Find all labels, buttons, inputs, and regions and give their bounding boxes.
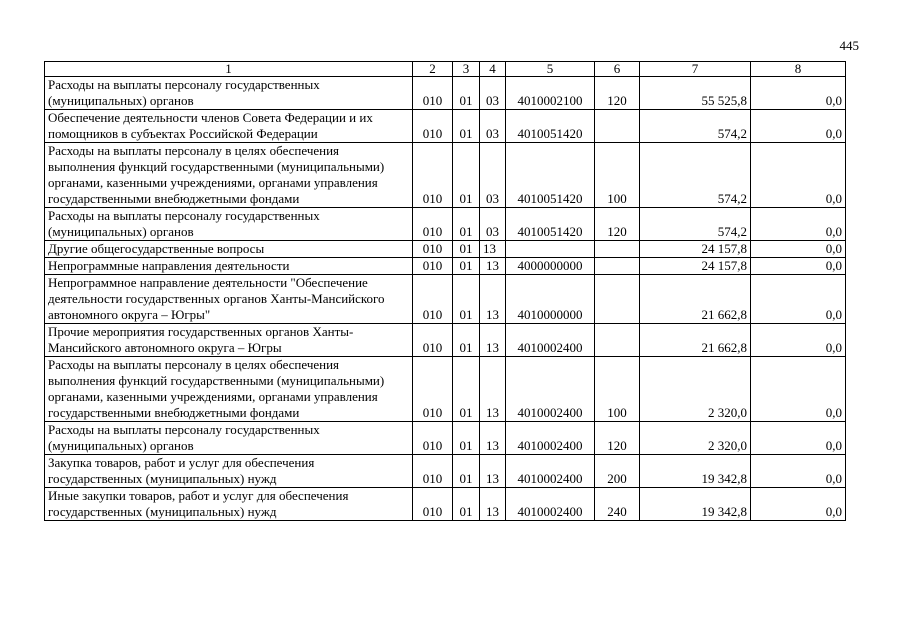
row-name: Иные закупки товаров, работ и услуг для обеспечения государственных (муниципальных) нужд xyxy=(45,488,413,521)
table-row xyxy=(45,455,846,488)
row-name: Расходы на выплаты персоналу в целях обеспечения выполнения функций государственными (муниципальными) органами, казенными учреждениями, органами управления государственными внебюджетными фондами xyxy=(45,357,413,422)
column-header: 3 xyxy=(453,62,480,77)
cell-col-8: 0,0 xyxy=(751,258,846,275)
cell-col-5: 4010002400 xyxy=(506,488,595,521)
column-header: 2 xyxy=(413,62,453,77)
cell-col-3: 01 xyxy=(453,324,480,357)
cell-col-3: 01 xyxy=(453,258,480,275)
cell-col-8: 0,0 xyxy=(751,324,846,357)
cell-col-7: 24 157,8 xyxy=(640,258,751,275)
cell-col-7: 574,2 xyxy=(640,110,751,143)
row-name: Расходы на выплаты персоналу государственных (муниципальных) органов xyxy=(45,422,413,455)
cell-col-3: 01 xyxy=(453,275,480,324)
column-header: 4 xyxy=(480,62,506,77)
cell-col-3: 01 xyxy=(453,455,480,488)
cell-col-7: 21 662,8 xyxy=(640,275,751,324)
cell-col-2: 010 xyxy=(413,488,453,521)
cell-col-3: 01 xyxy=(453,208,480,241)
cell-col-6: 120 xyxy=(595,422,640,455)
row-name: Непрограммное направление деятельности "Обеспечение деятельности государственных органов Ханты-Мансийского автономного округа – Югры" xyxy=(45,275,413,324)
cell-col-4: 13 xyxy=(480,241,506,258)
cell-col-4: 03 xyxy=(480,208,506,241)
cell-col-7: 21 662,8 xyxy=(640,324,751,357)
table-row xyxy=(45,143,846,208)
row-name: Прочие мероприятия государственных органов Ханты-Мансийского автономного округа – Югры xyxy=(45,324,413,357)
cell-col-2: 010 xyxy=(413,258,453,275)
cell-col-7: 2 320,0 xyxy=(640,357,751,422)
cell-col-7: 574,2 xyxy=(640,208,751,241)
cell-col-5: 4010051420 xyxy=(506,110,595,143)
cell-col-7: 19 342,8 xyxy=(640,488,751,521)
cell-col-4: 13 xyxy=(480,422,506,455)
column-header: 8 xyxy=(751,62,846,77)
cell-col-5: 4010002400 xyxy=(506,357,595,422)
row-name: Расходы на выплаты персоналу государственных (муниципальных) органов xyxy=(45,208,413,241)
cell-col-4: 03 xyxy=(480,110,506,143)
cell-col-5: 4000000000 xyxy=(506,258,595,275)
cell-col-3: 01 xyxy=(453,488,480,521)
table-row xyxy=(45,77,846,110)
cell-col-5: 4010000000 xyxy=(506,275,595,324)
cell-col-4: 13 xyxy=(480,324,506,357)
row-name: Непрограммные направления деятельности xyxy=(45,258,413,275)
column-header: 1 xyxy=(45,62,413,77)
cell-col-4: 13 xyxy=(480,258,506,275)
cell-col-3: 01 xyxy=(453,422,480,455)
row-name: Обеспечение деятельности членов Совета Федерации и их помощников в субъектах Российской Федерации xyxy=(45,110,413,143)
cell-col-6: 200 xyxy=(595,455,640,488)
cell-col-6: 120 xyxy=(595,208,640,241)
cell-col-7: 24 157,8 xyxy=(640,241,751,258)
cell-col-6 xyxy=(595,110,640,143)
table-row xyxy=(45,241,846,258)
cell-col-5 xyxy=(506,241,595,258)
cell-col-2: 010 xyxy=(413,208,453,241)
table-row xyxy=(45,324,846,357)
row-name: Расходы на выплаты персоналу государственных (муниципальных) органов xyxy=(45,77,413,110)
cell-col-5: 4010051420 xyxy=(506,143,595,208)
cell-col-8: 0,0 xyxy=(751,143,846,208)
cell-col-6: 100 xyxy=(595,143,640,208)
cell-col-5: 4010002400 xyxy=(506,324,595,357)
cell-col-4: 13 xyxy=(480,455,506,488)
cell-col-5: 4010002400 xyxy=(506,422,595,455)
cell-col-4: 03 xyxy=(480,77,506,110)
table-row xyxy=(45,422,846,455)
table-row xyxy=(45,110,846,143)
cell-col-3: 01 xyxy=(453,77,480,110)
column-header: 6 xyxy=(595,62,640,77)
cell-col-8: 0,0 xyxy=(751,488,846,521)
table-row xyxy=(45,258,846,275)
table-row xyxy=(45,208,846,241)
cell-col-3: 01 xyxy=(453,143,480,208)
table-row xyxy=(45,275,846,324)
cell-col-8: 0,0 xyxy=(751,275,846,324)
cell-col-6: 120 xyxy=(595,77,640,110)
table-header-row xyxy=(45,62,846,77)
cell-col-2: 010 xyxy=(413,241,453,258)
cell-col-2: 010 xyxy=(413,77,453,110)
cell-col-4: 13 xyxy=(480,275,506,324)
cell-col-8: 0,0 xyxy=(751,110,846,143)
cell-col-2: 010 xyxy=(413,455,453,488)
cell-col-6 xyxy=(595,275,640,324)
cell-col-7: 574,2 xyxy=(640,143,751,208)
row-name: Закупка товаров, работ и услуг для обеспечения государственных (муниципальных) нужд xyxy=(45,455,413,488)
cell-col-8: 0,0 xyxy=(751,208,846,241)
cell-col-8: 0,0 xyxy=(751,357,846,422)
budget-table xyxy=(44,61,846,521)
cell-col-2: 010 xyxy=(413,275,453,324)
cell-col-7: 19 342,8 xyxy=(640,455,751,488)
cell-col-4: 03 xyxy=(480,143,506,208)
cell-col-3: 01 xyxy=(453,241,480,258)
cell-col-2: 010 xyxy=(413,324,453,357)
cell-col-2: 010 xyxy=(413,422,453,455)
table-row xyxy=(45,357,846,422)
cell-col-6 xyxy=(595,241,640,258)
cell-col-5: 4010002100 xyxy=(506,77,595,110)
cell-col-8: 0,0 xyxy=(751,241,846,258)
column-header: 5 xyxy=(506,62,595,77)
cell-col-6: 240 xyxy=(595,488,640,521)
cell-col-4: 13 xyxy=(480,357,506,422)
cell-col-3: 01 xyxy=(453,110,480,143)
cell-col-6 xyxy=(595,258,640,275)
cell-col-8: 0,0 xyxy=(751,422,846,455)
cell-col-6: 100 xyxy=(595,357,640,422)
row-name: Расходы на выплаты персоналу в целях обеспечения выполнения функций государственными (муниципальными) органами, казенными учреждениями, органами управления государственными внебюджетными фондами xyxy=(45,143,413,208)
cell-col-7: 55 525,8 xyxy=(640,77,751,110)
cell-col-5: 4010002400 xyxy=(506,455,595,488)
cell-col-6 xyxy=(595,324,640,357)
cell-col-2: 010 xyxy=(413,143,453,208)
cell-col-8: 0,0 xyxy=(751,455,846,488)
row-name: Другие общегосударственные вопросы xyxy=(45,241,413,258)
cell-col-7: 2 320,0 xyxy=(640,422,751,455)
cell-col-8: 0,0 xyxy=(751,77,846,110)
cell-col-2: 010 xyxy=(413,357,453,422)
cell-col-5: 4010051420 xyxy=(506,208,595,241)
cell-col-3: 01 xyxy=(453,357,480,422)
column-header: 7 xyxy=(640,62,751,77)
table-row xyxy=(45,488,846,521)
cell-col-4: 13 xyxy=(480,488,506,521)
cell-col-2: 010 xyxy=(413,110,453,143)
page-number: 445 xyxy=(839,38,859,53)
